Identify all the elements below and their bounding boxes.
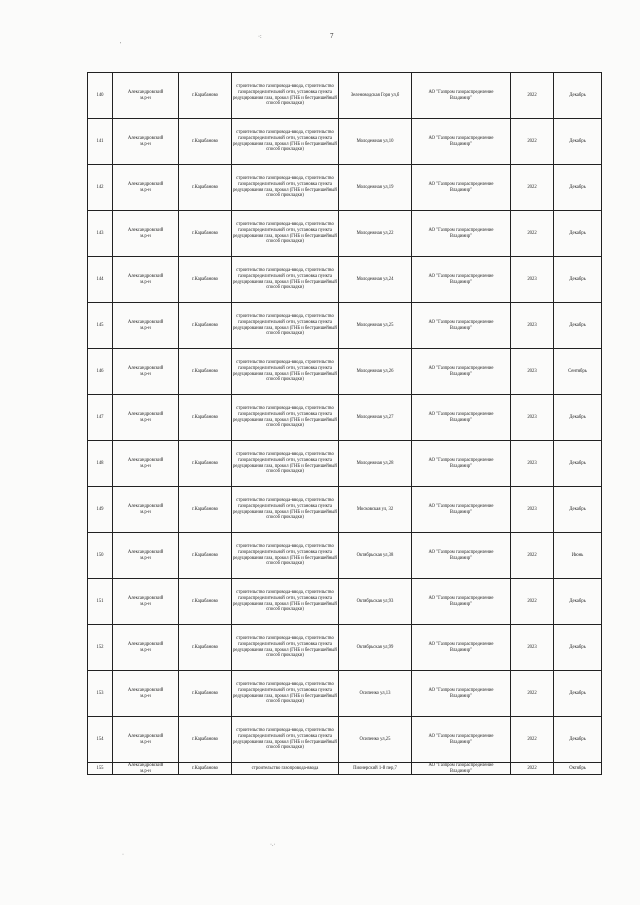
cell-no: 148 <box>88 441 113 487</box>
cell-work: строительство газопровода-ввода, строительство газораспределительной сети, установка пункта редуцирования газа, прокол (ГНБ и бестраншейный способ прокладки) <box>232 257 339 303</box>
cell-month: Сентябрь <box>554 349 602 395</box>
cell-year: 2022 <box>511 211 554 257</box>
cell-organization <box>412 487 511 533</box>
cell-town: г.Карабаново <box>179 671 232 717</box>
district-line: м.р-н <box>140 187 151 193</box>
cell-year: 2023 <box>511 257 554 303</box>
cell-address: Молодежная ул,28 <box>339 441 412 487</box>
table-row <box>88 763 602 775</box>
organization-line: Владимир" <box>449 509 473 515</box>
cell-address: Молодежная ул,26 <box>339 349 412 395</box>
organization-line: АО "Газпром газораспределение <box>428 549 494 555</box>
cell-address: Московская ул, 32 <box>339 487 412 533</box>
organization-line: Владимир" <box>449 647 473 653</box>
cell-organization <box>412 211 511 257</box>
cell-district <box>113 717 179 763</box>
cell-work: строительство газопровода-ввода, строительство газораспределительной сети, установка пункта редуцирования газа, прокол (ГНБ и бестраншейный способ прокладки) <box>232 717 339 763</box>
cell-year: 2022 <box>511 671 554 717</box>
cell-town: г.Карабаново <box>179 349 232 395</box>
cell-no: 150 <box>88 533 113 579</box>
table-row <box>88 73 602 119</box>
cell-no: 152 <box>88 625 113 671</box>
district-line: м.р-н <box>140 693 151 699</box>
organization-line: Владимир" <box>449 187 473 193</box>
cell-organization <box>412 717 511 763</box>
cell-organization <box>412 165 511 211</box>
cell-address: Осипенко ул,25 <box>339 717 412 763</box>
cell-address: Молодежная ул,10 <box>339 119 412 165</box>
organization-line: АО "Газпром газораспределение <box>428 687 494 693</box>
district-line: м.р-н <box>140 233 151 239</box>
cell-no: 140 <box>88 73 113 119</box>
organization-line: АО "Газпром газораспределение <box>428 733 494 739</box>
district-line: м.р-н <box>140 509 151 515</box>
cell-town: г.Карабаново <box>179 487 232 533</box>
cell-year: 2023 <box>511 303 554 349</box>
organization-line: Владимир" <box>449 233 473 239</box>
district-line: м.р-н <box>140 141 151 147</box>
district-line: Александровский <box>127 89 164 95</box>
cell-town: г.Карабаново <box>179 211 232 257</box>
page-number: 7 <box>330 32 334 40</box>
cell-year: 2023 <box>511 349 554 395</box>
cell-town: г.Карабаново <box>179 395 232 441</box>
district-line: м.р-н <box>140 768 151 774</box>
cell-town: г.Карабаново <box>179 257 232 303</box>
cell-town: г.Карабаново <box>179 717 232 763</box>
cell-no: 144 <box>88 257 113 303</box>
cell-month: Декабрь <box>554 487 602 533</box>
cell-district <box>113 625 179 671</box>
district-line: Александровский <box>127 733 164 739</box>
cell-month: Июнь <box>554 533 602 579</box>
cell-organization <box>412 119 511 165</box>
district-line: м.р-н <box>140 463 151 469</box>
table-row <box>88 487 602 533</box>
cell-work: строительство газопровода-ввода, строительство газораспределительной сети, установка пункта редуцирования газа, прокол (ГНБ и бестраншейный способ прокладки) <box>232 487 339 533</box>
district-line: Александровский <box>127 641 164 647</box>
organization-line: Владимир" <box>449 768 473 774</box>
table-row <box>88 303 602 349</box>
table-row <box>88 349 602 395</box>
cell-month: Декабрь <box>554 257 602 303</box>
cell-no: 146 <box>88 349 113 395</box>
cell-district <box>113 257 179 303</box>
cell-work: строительство газопровода-ввода, строительство газораспределительной сети, установка пункта редуцирования газа, прокол (ГНБ и бестраншейный способ прокладки) <box>232 441 339 487</box>
table-row <box>88 579 602 625</box>
table-row <box>88 717 602 763</box>
district-line: м.р-н <box>140 739 151 745</box>
cell-town: г.Карабаново <box>179 73 232 119</box>
district-line: Александровский <box>127 181 164 187</box>
cell-no: 141 <box>88 119 113 165</box>
cell-no: 145 <box>88 303 113 349</box>
cell-work: строительство газопровода-ввода, строительство газораспределительной сети, установка пункта редуцирования газа, прокол (ГНБ и бестраншейный способ прокладки) <box>232 73 339 119</box>
district-line: Александровский <box>127 687 164 693</box>
cell-month: Декабрь <box>554 671 602 717</box>
organization-line: Владимир" <box>449 371 473 377</box>
cell-town: г.Карабаново <box>179 533 232 579</box>
district-line: Александровский <box>127 549 164 555</box>
district-line: Александровский <box>127 319 164 325</box>
organization-line: Владимир" <box>449 279 473 285</box>
district-line: м.р-н <box>140 601 151 607</box>
organization-line: Владимир" <box>449 95 473 101</box>
district-line: Александровский <box>127 411 164 417</box>
organization-line: АО "Газпром газораспределение <box>428 763 494 768</box>
cell-year: 2022 <box>511 533 554 579</box>
cell-address: Молодежная ул,27 <box>339 395 412 441</box>
cell-no: 149 <box>88 487 113 533</box>
cell-year: 2022 <box>511 73 554 119</box>
district-line: Александровский <box>127 457 164 463</box>
organization-line: АО "Газпром газораспределение <box>428 227 494 233</box>
table-row <box>88 165 602 211</box>
cell-district <box>113 441 179 487</box>
district-line: Александровский <box>127 365 164 371</box>
district-line: м.р-н <box>140 95 151 101</box>
cell-organization <box>412 579 511 625</box>
district-line: Александровский <box>127 503 164 509</box>
cell-work: строительство газопровода-ввода, строительство газораспределительной сети, установка пункта редуцирования газа, прокол (ГНБ и бестраншейный способ прокладки) <box>232 211 339 257</box>
cell-organization <box>412 441 511 487</box>
cell-work: строительство газопровода-ввода, строительство газораспределительной сети, установка пункта редуцирования газа, прокол (ГНБ и бестраншейный способ прокладки) <box>232 625 339 671</box>
district-line: Александровский <box>127 273 164 279</box>
cell-no: 151 <box>88 579 113 625</box>
cell-district <box>113 763 179 775</box>
cell-district <box>113 73 179 119</box>
cell-district <box>113 487 179 533</box>
cell-work: строительство газопровода-ввода, строительство газораспределительной сети, установка пункта редуцирования газа, прокол (ГНБ и бестраншейный способ прокладки) <box>232 303 339 349</box>
table-row <box>88 119 602 165</box>
cell-year: 2023 <box>511 625 554 671</box>
organization-line: АО "Газпром газораспределение <box>428 595 494 601</box>
cell-year: 2022 <box>511 763 554 775</box>
cell-address: Молодежная ул,24 <box>339 257 412 303</box>
cell-month: Декабрь <box>554 441 602 487</box>
cell-organization <box>412 671 511 717</box>
cell-work: строительство газопровода-ввода, строительство газораспределительной сети, установка пункта редуцирования газа, прокол (ГНБ и бестраншейный способ прокладки) <box>232 579 339 625</box>
district-line: Александровский <box>127 135 164 141</box>
organization-line: Владимир" <box>449 555 473 561</box>
cell-month: Декабрь <box>554 211 602 257</box>
cell-no: 147 <box>88 395 113 441</box>
cell-district <box>113 211 179 257</box>
table-row <box>88 625 602 671</box>
cell-district <box>113 395 179 441</box>
cell-town: г.Карабаново <box>179 579 232 625</box>
district-line: м.р-н <box>140 555 151 561</box>
district-line: м.р-н <box>140 371 151 377</box>
cell-work: строительство газопровода-ввода, строительство газораспределительной сети, установка пункта редуцирования газа, прокол (ГНБ и бестраншейный способ прокладки) <box>232 165 339 211</box>
cell-address: Октябрьская ул,38 <box>339 533 412 579</box>
cell-address: Пионерский 1-й пер,7 <box>339 763 412 775</box>
table-row <box>88 671 602 717</box>
cell-month: Октябрь <box>554 763 602 775</box>
cell-address: Октябрьская ул,93 <box>339 579 412 625</box>
organization-line: АО "Газпром газораспределение <box>428 135 494 141</box>
organization-line: Владимир" <box>449 463 473 469</box>
cell-month: Декабрь <box>554 303 602 349</box>
organization-line: АО "Газпром газораспределение <box>428 411 494 417</box>
cell-no: 154 <box>88 717 113 763</box>
table-body <box>88 73 602 775</box>
cell-address: Осипенко ул,13 <box>339 671 412 717</box>
cell-work: строительство газопровода-ввода, строительство газораспределительной сети, установка пункта редуцирования газа, прокол (ГНБ и бестраншейный способ прокладки) <box>232 349 339 395</box>
district-line: м.р-н <box>140 647 151 653</box>
cell-district <box>113 533 179 579</box>
cell-work: строительство газопровода-ввода, строительство газораспределительной сети, установка пункта редуцирования газа, прокол (ГНБ и бестраншейный способ прокладки) <box>232 533 339 579</box>
cell-year: 2022 <box>511 717 554 763</box>
cell-month: Декабрь <box>554 73 602 119</box>
cell-organization <box>412 349 511 395</box>
cell-town: г.Карабаново <box>179 303 232 349</box>
cell-address: Молодежная ул,25 <box>339 303 412 349</box>
cell-year: 2023 <box>511 487 554 533</box>
cell-district <box>113 119 179 165</box>
cell-address: Зеленоводская Горя ул,б <box>339 73 412 119</box>
cell-town: г.Карабаново <box>179 441 232 487</box>
organization-line: Владимир" <box>449 601 473 607</box>
cell-address: Молодежная ул,22 <box>339 211 412 257</box>
cell-year: 2022 <box>511 579 554 625</box>
district-line: м.р-н <box>140 325 151 331</box>
cell-no: 155 <box>88 763 113 775</box>
district-line: Александровский <box>127 595 164 601</box>
district-line: Александровский <box>127 763 164 768</box>
district-line: м.р-н <box>140 279 151 285</box>
organization-line: АО "Газпром газораспределение <box>428 457 494 463</box>
cell-town: г.Карабаново <box>179 165 232 211</box>
cell-district <box>113 303 179 349</box>
cell-district <box>113 349 179 395</box>
cell-organization <box>412 625 511 671</box>
gasification-table <box>87 72 602 775</box>
cell-year: 2023 <box>511 395 554 441</box>
cell-year: 2022 <box>511 165 554 211</box>
cell-address: Молодежная ул,19 <box>339 165 412 211</box>
cell-month: Декабрь <box>554 395 602 441</box>
cell-work: строительство газопровода-ввода, строительство газораспределительной сети, установка пункта редуцирования газа, прокол (ГНБ и бестраншейный способ прокладки) <box>232 119 339 165</box>
cell-organization <box>412 533 511 579</box>
cell-town: г.Карабаново <box>179 625 232 671</box>
organization-line: АО "Газпром газораспределение <box>428 273 494 279</box>
cell-month: Декабрь <box>554 717 602 763</box>
organization-line: АО "Газпром газораспределение <box>428 181 494 187</box>
organization-line: АО "Газпром газораспределение <box>428 365 494 371</box>
cell-district <box>113 165 179 211</box>
cell-month: Декабрь <box>554 119 602 165</box>
scan-mark: ' <box>120 42 122 48</box>
cell-month: Декабрь <box>554 625 602 671</box>
cell-organization <box>412 257 511 303</box>
cell-district <box>113 579 179 625</box>
cell-month: Декабрь <box>554 165 602 211</box>
cell-month: Декабрь <box>554 579 602 625</box>
table-row <box>88 533 602 579</box>
cell-organization <box>412 763 511 775</box>
cell-work: строительство газопровода-ввода, строительство газораспределительной сети, установка пункта редуцирования газа, прокол (ГНБ и бестраншейный способ прокладки) <box>232 395 339 441</box>
table-row <box>88 257 602 303</box>
cell-year: 2023 <box>511 441 554 487</box>
cell-address: Октябрьская ул,99 <box>339 625 412 671</box>
table-row <box>88 395 602 441</box>
organization-line: Владимир" <box>449 739 473 745</box>
scan-mark: ·: <box>258 34 262 40</box>
scan-mark: · <box>122 852 124 858</box>
district-line: Александровский <box>127 227 164 233</box>
scan-mark: ·.· <box>270 842 276 848</box>
cell-year: 2022 <box>511 119 554 165</box>
cell-no: 143 <box>88 211 113 257</box>
cell-no: 153 <box>88 671 113 717</box>
cell-work: строительство газопровода-ввода, строительство газораспределительной сети, установка пункта редуцирования газа, прокол (ГНБ и бестраншейный способ прокладки) <box>232 671 339 717</box>
table-row <box>88 211 602 257</box>
cell-organization <box>412 303 511 349</box>
cell-organization <box>412 73 511 119</box>
organization-line: Владимир" <box>449 693 473 699</box>
cell-no: 142 <box>88 165 113 211</box>
cell-town: г.Карабаново <box>179 763 232 775</box>
cell-district <box>113 671 179 717</box>
organization-line: АО "Газпром газораспределение <box>428 89 494 95</box>
table-row <box>88 441 602 487</box>
organization-line: АО "Газпром газораспределение <box>428 641 494 647</box>
organization-line: Владимир" <box>449 141 473 147</box>
district-line: м.р-н <box>140 417 151 423</box>
organization-line: АО "Газпром газораспределение <box>428 319 494 325</box>
organization-line: АО "Газпром газораспределение <box>428 503 494 509</box>
organization-line: Владимир" <box>449 325 473 331</box>
organization-line: Владимир" <box>449 417 473 423</box>
cell-organization <box>412 395 511 441</box>
cell-town: г.Карабаново <box>179 119 232 165</box>
cell-work: строительство газопровода-ввода <box>232 763 339 775</box>
